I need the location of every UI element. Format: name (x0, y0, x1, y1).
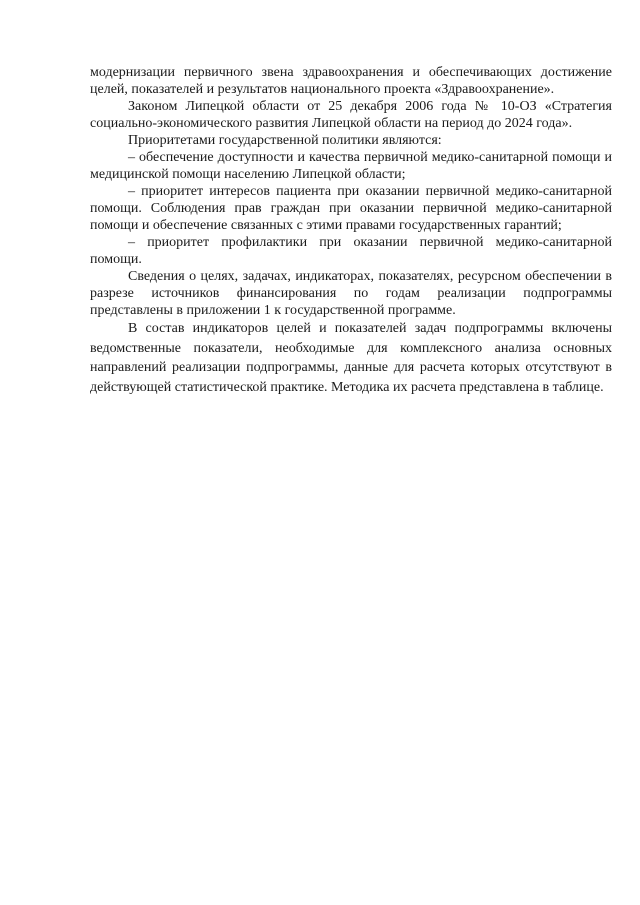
list-item-accessibility: – обеспечение доступности и качества первичной медико-санитарной помощи и медицинской помощи населению Липецкой области; (90, 150, 612, 182)
document-body (90, 64, 612, 397)
paragraph-priorities-intro: Приоритетами государственной политики являются: (128, 133, 442, 148)
paragraph-continuation: модернизации первичного звена здравоохранения и обеспечивающих достижение целей, показателей и результатов национального проекта «Здравоохранение». (90, 65, 612, 97)
list-item-patient-interests: – приоритет интересов пациента при оказании первичной медико-санитарной помощи. Соблюдения прав граждан при оказании первичной медико-санитарной помощи и обеспечение связанных с этими правами государственных гарантий; (90, 184, 612, 233)
paragraph-indicators: В состав индикаторов целей и показателей задач подпрограммы включены ведомственные показатели, необходимые для комплексного анализа основных направлений реализации подпрограммы, данные для расчета которых отсутствуют в действующей статистической практике. Методика их расчета представлена в таблице. (90, 321, 612, 395)
paragraph-goals-information: Сведения о целях, задачах, индикаторах, показателях, ресурсном обеспечении в разрезе источников финансирования по годам реализации подпрограммы представлены в приложении 1 к государственной программе. (90, 269, 612, 318)
list-item-prevention: – приоритет профилактики при оказании первичной медико-санитарной помощи. (90, 235, 612, 267)
paragraph-law-reference: Законом Липецкой области от 25 декабря 2006 года № 10-ОЗ «Стратегия социально-экономического развития Липецкой области на период до 2024 года». (90, 99, 612, 131)
